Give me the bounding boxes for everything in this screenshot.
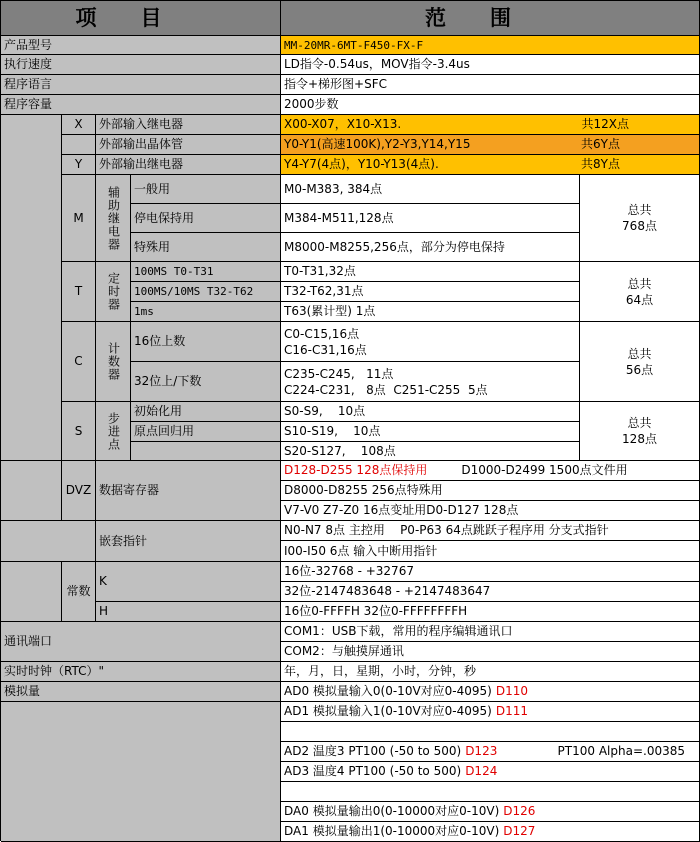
exec-speed-value: LD指令-0.54us，MOV指令-3.4us (281, 55, 700, 75)
y-transistor-name: 外部输出晶体管 (96, 135, 281, 155)
m-row-3-range: M8000-M8255,256点，部分为停电保持 (281, 233, 580, 262)
s-row-1-name: 初始化用 (131, 402, 281, 422)
s-row-2-name: 原点回归用 (131, 422, 281, 442)
analog-da0-reg: D126 (503, 804, 536, 818)
c-group-text: 计数器 (106, 342, 121, 381)
analog-da0 (281, 802, 700, 822)
program-language-label: 程序语言 (1, 75, 281, 95)
s-total-line-1: 总共 (627, 416, 652, 430)
y-name: 外部输出继电器 (96, 155, 281, 175)
s-row-1-range: S0-S9, 10点 (281, 402, 580, 422)
x-range (281, 115, 700, 135)
m-row-3-name: 特殊用 (131, 233, 281, 262)
constant-k-line-1: 16位-32768 - +32767 (281, 562, 700, 582)
rtc-value: 年，月，日，星期，小时，分钟，秒 (281, 662, 700, 682)
analog-ad2-reg: D123 (465, 744, 498, 758)
c-row-1-name: 16位上数 (131, 322, 281, 362)
c-row-1-range-line-1: C0-C15,16点 (284, 326, 360, 341)
s-group-text: 步进点 (106, 411, 121, 451)
analog-ad0-reg: D110 (495, 684, 529, 698)
s-row-3-name (131, 442, 281, 461)
analog-da0-text: DA0 模拟量输出0(0-10000对应0-10V) (284, 804, 500, 818)
dvz-line-1b: D1000-D2499 1500点文件用 (461, 463, 628, 477)
device-section-spacer (1, 115, 62, 461)
analog-blank-2 (281, 782, 700, 802)
m-row-2-range: M384-M511,128点 (281, 204, 580, 233)
c-row-2-name: 32位上/下数 (131, 362, 281, 402)
y-code: Y (62, 155, 96, 175)
m-total (580, 175, 700, 262)
nest-line-1: N0-N7 8点 主控用 P0-P63 64点跳跃子程序用 分支式指针 (281, 521, 700, 541)
analog-ad1-text: AD1 模拟量输入1(0-10V对应0-4095) (284, 704, 492, 718)
m-group (96, 175, 131, 262)
analog-label: 模拟量 (1, 682, 281, 702)
analog-ad3-text: AD3 温度4 PT100 (-50 to 500) (284, 764, 462, 778)
product-model-value: MM-20MR-6MT-F450-FX-F (281, 36, 700, 55)
analog-blank-1 (281, 722, 700, 742)
dvz-line-2: D8000-D8255 256点特殊用 (281, 481, 700, 501)
s-row-3-range: S20-S127, 108点 (281, 442, 580, 461)
dvz-line-1 (281, 461, 700, 481)
x-range-text: X00-X07，X10-X13. (284, 117, 402, 131)
c-code: C (62, 322, 96, 402)
header-range: 范围 (281, 1, 700, 36)
analog-ad0-text: AD0 模拟量输入0(0-10V对应0-4095) (284, 684, 492, 698)
analog-ad2 (281, 742, 700, 762)
t-row-3-range: T63(累计型) 1点 (281, 302, 580, 322)
dvz-line-1a: D128-D255 128点保持用 (284, 463, 428, 477)
y-transistor-total: 共6Y点 (581, 137, 620, 151)
x-code: X (62, 115, 96, 135)
analog-ad0 (281, 682, 700, 702)
analog-ad2-note: PT100 Alpha=.00385 (557, 744, 685, 758)
analog-ad2-text: AD2 温度3 PT100 (-50 to 500) (284, 744, 462, 758)
s-group (96, 402, 131, 461)
t-total-line-2: 64点 (625, 292, 654, 307)
header-item: 项目 (1, 1, 281, 36)
t-total (580, 262, 700, 322)
t-group-text: 定时器 (106, 272, 121, 311)
m-row-1-name: 一般用 (131, 175, 281, 204)
m-row-1-range: M0-M383, 384点 (281, 175, 580, 204)
t-total-line-1: 总共 (627, 276, 652, 291)
t-row-2-range: T32-T62,31点 (281, 282, 580, 302)
m-total-line-2: 768点 (622, 219, 657, 233)
m-code: M (62, 175, 96, 262)
c-row-1-range-line-2: C16-C31,16点 (284, 342, 367, 357)
y-range-text: Y4-Y7(4点)，Y10-Y13(4点). (284, 157, 439, 171)
comm-line-1: COM1：USB下载，常用的程序编辑通讯口 (281, 622, 700, 642)
analog-ad3-reg: D124 (465, 764, 498, 778)
nest-name: 嵌套指针 (96, 521, 281, 562)
c-row-1-range (281, 322, 580, 362)
t-group (96, 262, 131, 322)
program-language-value: 指令+梯形图+SFC (281, 75, 700, 95)
dvz-line-3: V7-V0 Z7-Z0 16点变址用D0-D127 128点 (281, 501, 700, 521)
comm-label: 通讯端口 (1, 622, 281, 662)
rtc-label: 实时时钟（RTC）" (1, 662, 281, 682)
nest-line-2: I00-I50 6点 输入中断用指针 (281, 541, 700, 562)
constant-h-line-1: 16位0-FFFFH 32位0-FFFFFFFFH (281, 602, 700, 622)
analog-da1 (281, 822, 700, 842)
analog-ad1 (281, 702, 700, 722)
constants-spacer (1, 562, 62, 622)
program-capacity-label: 程序容量 (1, 95, 281, 115)
m-total-line-1: 总共 (627, 203, 652, 217)
m-group-text: 辅助继电器 (106, 185, 121, 251)
t-row-1-name: 100MS T0-T31 (131, 262, 281, 282)
s-total (580, 402, 700, 461)
s-code: S (62, 402, 96, 461)
s-total-line-2: 128点 (622, 432, 657, 446)
t-code: T (62, 262, 96, 322)
product-model-label: 产品型号 (1, 36, 281, 55)
analog-ad3 (281, 762, 700, 782)
analog-da1-text: DA1 模拟量输出1(0-10000对应0-10V) (284, 824, 500, 838)
exec-speed-label: 执行速度 (1, 55, 281, 75)
m-row-2-name: 停电保持用 (131, 204, 281, 233)
c-row-2-range-line-2: C224-C231, 8点 C251-C255 5点 (284, 382, 488, 397)
program-capacity-value: 2000步数 (281, 95, 700, 115)
c-row-2-range-line-1: C235-C245, 11点 (284, 366, 394, 381)
x-name: 外部输入继电器 (96, 115, 281, 135)
y-total: 共8Y点 (581, 157, 620, 171)
dvz-code: DVZ (62, 461, 96, 521)
c-total-line-2: 56点 (625, 362, 654, 377)
analog-spacer (1, 702, 281, 842)
constant-k-line-2: 32位-2147483648 - +2147483647 (281, 582, 700, 602)
nest-spacer (1, 521, 96, 562)
analog-ad1-reg: D111 (495, 704, 529, 718)
s-row-2-range: S10-S19, 10点 (281, 422, 580, 442)
comm-line-2: COM2：与触摸屏通讯 (281, 642, 700, 662)
t-row-3-name: 1ms (131, 302, 281, 322)
dvz-name: 数据寄存器 (96, 461, 281, 521)
y-transistor-range (281, 135, 700, 155)
constant-h-code: H (96, 602, 281, 622)
y-transistor-code (62, 135, 96, 155)
analog-da1-reg: D127 (503, 824, 536, 838)
constant-k-code: K (96, 562, 281, 602)
t-row-1-range: T0-T31,32点 (281, 262, 580, 282)
x-total: 共12X点 (581, 117, 629, 131)
t-row-2-name: 100MS/10MS T32-T62 (131, 282, 281, 302)
c-total-line-1: 总共 (627, 346, 652, 361)
y-transistor-range-text: Y0-Y1(高速100K),Y2-Y3,Y14,Y15 (284, 137, 471, 151)
constants-label: 常数 (62, 562, 96, 622)
dvz-spacer (1, 461, 62, 521)
c-total (580, 322, 700, 402)
c-group (96, 322, 131, 402)
c-row-2-range (281, 362, 580, 402)
y-range (281, 155, 700, 175)
